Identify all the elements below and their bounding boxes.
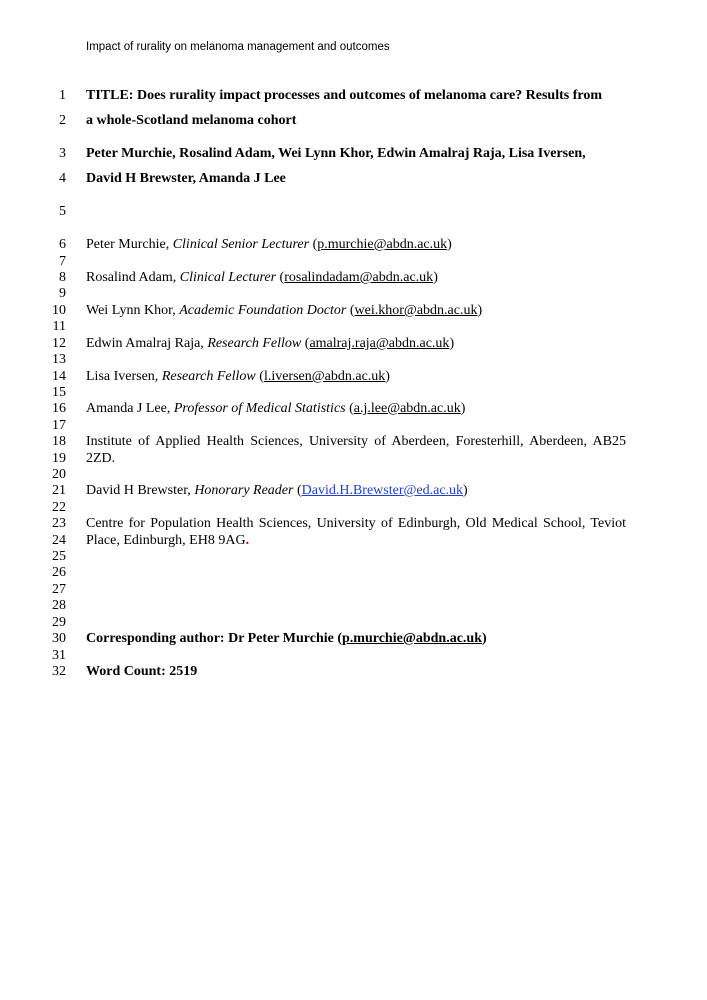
- line-number: 17: [52, 418, 66, 433]
- author-email-link[interactable]: l.iversen@abdn.ac.uk: [263, 369, 386, 384]
- author-role: Research Fellow: [207, 336, 302, 351]
- institution-aberdeen-line-2: 2ZD.: [86, 451, 116, 466]
- affiliation-murchie: Peter Murchie, Clinical Senior Lecturer (p.murchie@abdn.ac.uk): [86, 237, 452, 252]
- corresponding-email-link[interactable]: p.murchie@abdn.ac.uk: [342, 631, 482, 646]
- author-name: David H Brewster,: [86, 483, 191, 498]
- institution-aberdeen-line-1: Institute of Applied Health Sciences, University of Aberdeen, Foresterhill, Aberdeen, AB25: [86, 434, 626, 449]
- line-number: 26: [52, 565, 66, 580]
- line-number: 30: [52, 631, 66, 646]
- paper-title-line-2: a whole-Scotland melanoma cohort: [86, 113, 297, 128]
- line-number: 29: [52, 615, 66, 630]
- affiliation-raja: Edwin Amalraj Raja, Research Fellow (amalraj.raja@abdn.ac.uk): [86, 336, 455, 351]
- running-header: Impact of rurality on melanoma management and outcomes: [86, 41, 390, 53]
- author-list-line-2: David H Brewster, Amanda J Lee: [86, 171, 286, 186]
- affiliation-lee: Amanda J Lee, Professor of Medical Statistics (a.j.lee@abdn.ac.uk): [86, 401, 466, 416]
- line-number: 18: [52, 434, 66, 449]
- institution-edinburgh-line-2: Place, Edinburgh, EH8 9AG.: [86, 533, 250, 548]
- author-email-link[interactable]: amalraj.raja@abdn.ac.uk: [309, 336, 450, 351]
- author-email-link[interactable]: David.H.Brewster@ed.ac.uk: [301, 483, 464, 498]
- author-email-link[interactable]: rosalindadam@abdn.ac.uk: [284, 270, 434, 285]
- author-name: Lisa Iversen,: [86, 369, 159, 384]
- author-role: Academic Foundation Doctor: [179, 303, 347, 318]
- author-name: Amanda J Lee,: [86, 401, 171, 416]
- line-number: 3: [59, 146, 66, 161]
- author-role: Clinical Lecturer: [179, 270, 277, 285]
- author-email-link[interactable]: p.murchie@abdn.ac.uk: [317, 237, 448, 252]
- line-number: 16: [52, 401, 66, 416]
- line-number: 5: [59, 204, 66, 219]
- affiliation-iversen: Lisa Iversen, Research Fellow (l.iversen@abdn.ac.uk): [86, 369, 390, 384]
- author-email-link[interactable]: a.j.lee@abdn.ac.uk: [353, 401, 461, 416]
- author-name: Rosalind Adam,: [86, 270, 177, 285]
- line-number: 24: [52, 533, 66, 548]
- institution-edinburgh-line-1: Centre for Population Health Sciences, University of Edinburgh, Old Medical School, Teviot: [86, 516, 626, 531]
- line-number: 27: [52, 582, 66, 597]
- line-number: 32: [52, 664, 66, 679]
- affiliation-khor: Wei Lynn Khor, Academic Foundation Doctor (wei.khor@abdn.ac.uk): [86, 303, 483, 318]
- word-count: Word Count: 2519: [86, 664, 198, 679]
- line-number: 2: [59, 113, 66, 128]
- line-number: 6: [59, 237, 66, 252]
- line-number: 14: [52, 369, 66, 384]
- line-number: 25: [52, 549, 66, 564]
- author-list-line-1: Peter Murchie, Rosalind Adam, Wei Lynn Khor, Edwin Amalraj Raja, Lisa Iversen,: [86, 146, 586, 161]
- author-role: Professor of Medical Statistics: [173, 401, 346, 416]
- affiliation-brewster: David H Brewster, Honorary Reader (David.H.Brewster@ed.ac.uk): [86, 483, 468, 498]
- affiliation-adam: Rosalind Adam, Clinical Lecturer (rosalindadam@abdn.ac.uk): [86, 270, 438, 285]
- line-number: 11: [52, 319, 66, 334]
- line-number: 19: [52, 451, 66, 466]
- corresponding-author: Corresponding author: Dr Peter Murchie (p.murchie@abdn.ac.uk): [86, 631, 487, 646]
- end-mark: .: [245, 533, 250, 548]
- author-name: Wei Lynn Khor,: [86, 303, 176, 318]
- line-number: 4: [59, 171, 66, 186]
- line-number: 10: [52, 303, 66, 318]
- author-name: Edwin Amalraj Raja,: [86, 336, 204, 351]
- author-role: Clinical Senior Lecturer: [172, 237, 310, 252]
- author-name: Peter Murchie,: [86, 237, 170, 252]
- line-number: 15: [52, 385, 66, 400]
- line-number: 21: [52, 483, 66, 498]
- author-role: Research Fellow: [161, 369, 256, 384]
- line-number: 28: [52, 598, 66, 613]
- line-number: 9: [59, 286, 66, 301]
- line-number: 31: [52, 648, 66, 663]
- author-email-link[interactable]: wei.khor@abdn.ac.uk: [354, 303, 478, 318]
- line-number: 23: [52, 516, 66, 531]
- author-role: Honorary Reader: [194, 483, 294, 498]
- line-number: 7: [59, 254, 66, 269]
- line-number: 12: [52, 336, 66, 351]
- line-number: 1: [59, 88, 66, 103]
- line-number: 22: [52, 500, 66, 515]
- line-number: 8: [59, 270, 66, 285]
- line-number: 13: [52, 352, 66, 367]
- line-number: 20: [52, 467, 66, 482]
- paper-title-line-1: TITLE: Does rurality impact processes and outcomes of melanoma care? Results from: [86, 88, 603, 103]
